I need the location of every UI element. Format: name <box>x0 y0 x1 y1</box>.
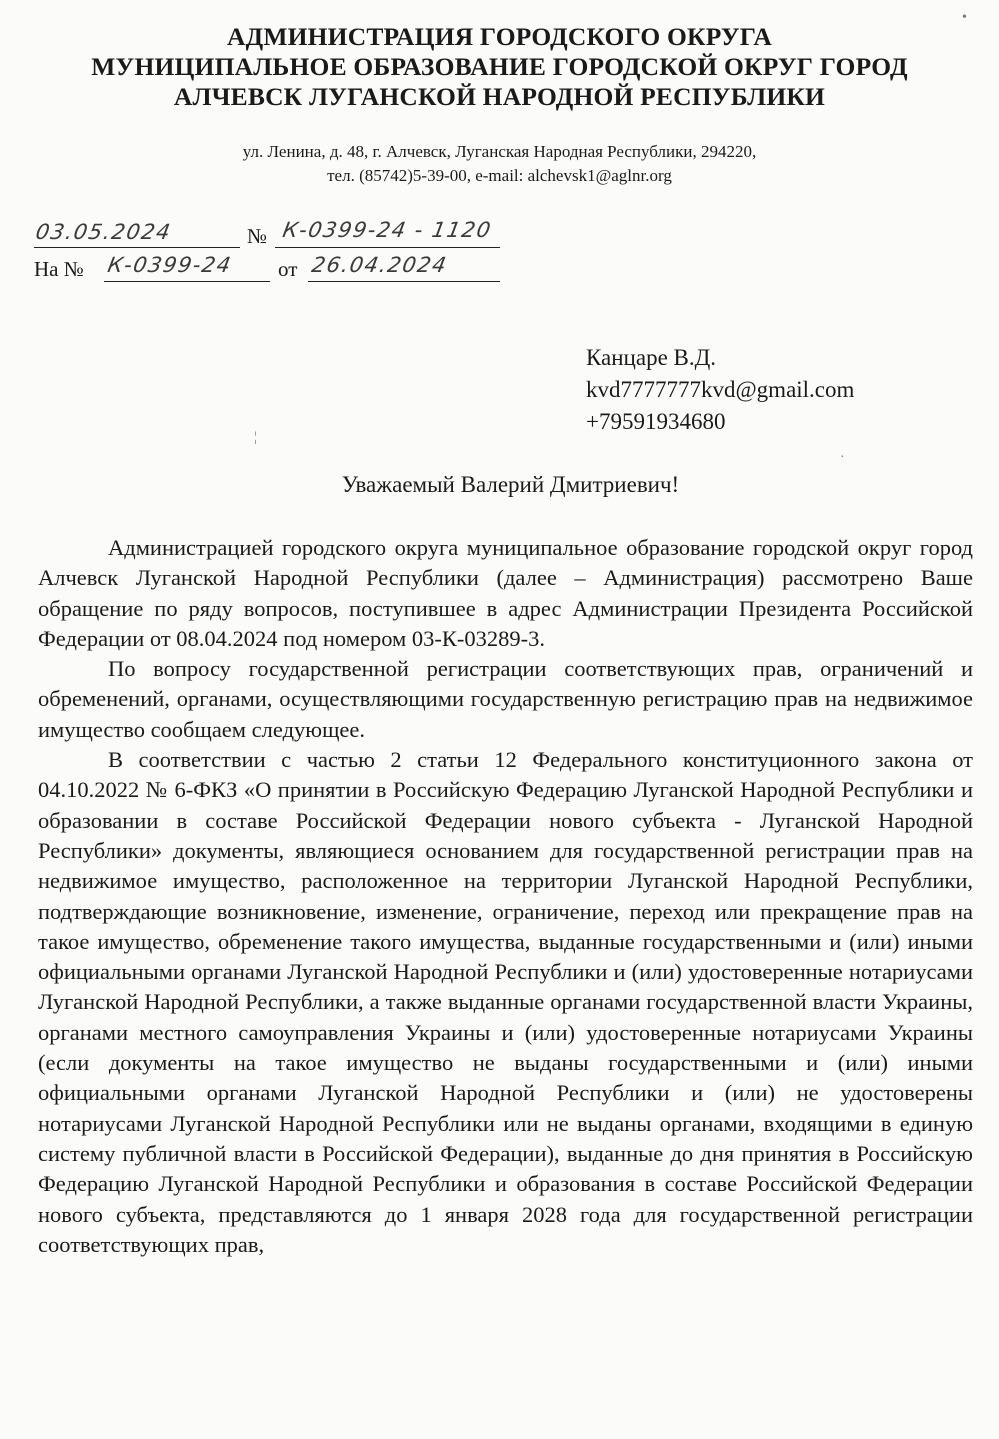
paragraph-3: В соответствии с частью 2 статьи 12 Федерального конституционного закона от 04.10.2022 № 6-ФКЗ «О принятии в Российскую Федерацию Луганской Народной Республики и образовании в составе Российской Федерации нового субъекта - Луганской Народной Республики» документы, являющиеся основанием для государственной регистрации прав на недвижимое имущество, расположенное на территории Луганской Народной Республики, подтверждающие возникновение, изменение, ограничение, переход или прекращение прав на такое имущество, обременение такого имущества, выданные государственными и (или) иными официальными органами Луганской Народной Республики и (или) удостоверенные нотариусами Луганской Народной Республики, а также выданные органами государственной власти Украины, органами местного самоуправления Украины и (или) удостоверенные нотариусами Украины (если документы на такое имущество не выданы государственными и (или) иными официальными органами Луганской Народной Республики и (или) не удостоверены нотариусами Луганской Народной Республики или не выданы органами, входящими в единую систему публичной власти в Российской Федерации), выданные до дня принятия в Российскую Федерацию Луганской Народной Республики и образования в составе Российской Федерации нового субъекта, представляются до 1 января 2028 года для государственной регистрации соответствующих прав, <box>38 747 973 1257</box>
letterhead <box>0 22 999 112</box>
reply-number: К-0399-24 <box>105 253 234 277</box>
outgoing-number: К-0399-24 - 1120 <box>280 218 494 242</box>
recipient-email: kvd7777777kvd@gmail.com <box>586 377 855 402</box>
outgoing-date: 03.05.2024 <box>33 220 174 244</box>
recipient-block <box>586 342 854 438</box>
scan-speck: · <box>840 450 845 465</box>
reply-number-underline <box>104 281 270 282</box>
reply-label: На № <box>34 257 84 281</box>
recipient-name: Канцаре В.Д. <box>586 345 717 370</box>
contact-line: тел. (85742)5-39-00, e-mail: alchevsk1@aglnr.org <box>327 166 672 185</box>
letterhead-line-1: АДМИНИСТРАЦИЯ ГОРОДСКОГО ОКРУГА <box>226 22 773 51</box>
letterhead-line-3: АЛЧЕВСК ЛУГАНСКОЙ НАРОДНОЙ РЕСПУБЛИКИ <box>173 82 826 111</box>
address-line: ул. Ленина, д. 48, г. Алчевск, Луганская Народная Республики, 294220, <box>242 142 757 161</box>
recipient-phone: +79591934680 <box>586 409 726 434</box>
number-label: № <box>247 224 268 248</box>
from-label: от <box>278 257 298 281</box>
outgoing-date-underline <box>34 247 240 248</box>
scan-speck: ¦ <box>254 430 257 445</box>
paragraph-1: Администрацией городского округа муниципальное образование городской округ город Алчевск Луганской Народной Республики (далее – Администрация) рассмотрено Ваше обращение по ряду вопросов, поступившее в адрес Администрации Президента Российской Федерации от 08.04.2024 под номером 03-К-03289-3. <box>38 535 973 651</box>
letter-body <box>38 533 973 1260</box>
greeting: Уважаемый Валерий Дмитриевич! <box>341 472 680 497</box>
outgoing-number-underline <box>275 247 500 248</box>
reply-date-underline <box>308 281 500 282</box>
paragraph-2: По вопросу государственной регистрации соответствующих прав, ограничений и обременений, органами, осуществляющими государственную регистрацию прав на недвижимое имущество сообщаем следующее. <box>38 656 973 742</box>
letterhead-line-2: МУНИЦИПАЛЬНОЕ ОБРАЗОВАНИЕ ГОРОДСКОЙ ОКРУГ ГОРОД <box>91 52 908 81</box>
reply-date: 26.04.2024 <box>309 253 450 277</box>
address-block <box>0 140 999 188</box>
scan-speck: • <box>962 10 967 25</box>
